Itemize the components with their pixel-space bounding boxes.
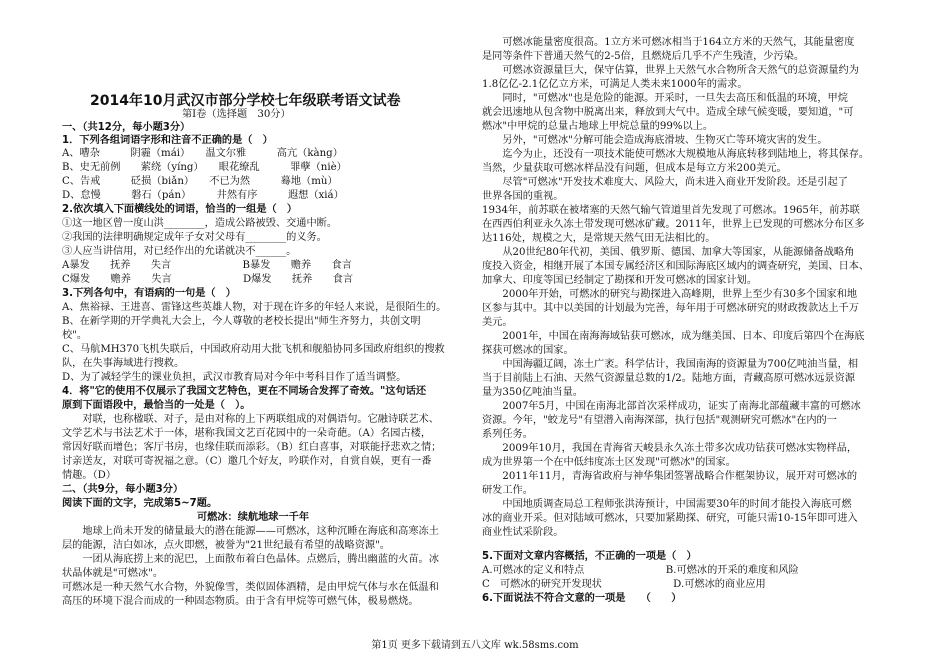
right-text-line: 另外，"可燃冰"分解可能会造成海底滑坡、生物灭亡等环境灾害的发生。 [482,135,828,146]
right-text-line: 2000年开始，可燃冰的研究与勘探进入高峰期，世界上至少有30多个国家和地 [482,289,858,300]
right-text-line: 度投入资金，相继开展了本国专属经济区和国际海底区域内的调查研究，美国、日本、 [482,261,870,272]
right-text-line: 2007年5月，中国在南海北部首次采样成功，证实了南海北部蕴藏丰富的可燃冰 [482,401,861,412]
right-text-line: 美元。 [482,317,513,328]
right-text-line: 中国地质调查局总工程师张洪涛预计，中国需要30年的时间才能投入海底可燃 [482,499,852,510]
right-text-line: 迄今为止，还没有一项技术能使可燃冰大规模地从海底转移到陆地上，将其保存。 [482,149,870,160]
left-text-line: 第Ⅰ卷（选择题 30分） [182,109,291,120]
right-text-line: 在西西伯利亚永久冻土带发现可燃冰矿藏。2011年，世界上已发现的可燃冰分布区多 [482,219,865,230]
left-text-line: 常因好联而增色；客厅书房，也缘佳联而添彩。（B）红白喜事，对联能抒悲欢之情； [62,442,442,453]
right-text-line: 资源。今年，"蛟龙号"有望潜入南海深部，执行包括"观测研究可燃冰"在内的一 [482,415,837,426]
right-text-line: 从20世纪80年代初，美国、俄罗斯、德国、加拿大等国家，从能源储备战略角 [482,247,855,258]
left-text-line: 可燃冰：续航地球一千年 [197,512,310,523]
right-text-line: 燃冰"中甲烷的总量占地球上甲烷总量的99%以上。 [482,121,714,132]
right-text-line: 1934年，前苏联在被堵塞的天然气输气管道里首先发现了可燃冰。1965年，前苏联 [482,205,860,216]
left-text-line: 原到下面语段中，最恰当的一处是（ ）。 [62,400,251,411]
left-text-line: 文学艺术与书法艺术于一体，堪称我国文艺百花园中的一朵奇葩。（A）名园古楼， [62,428,432,439]
page-footer: 第1页 更多下载请到五八文库 wk.58sms.com [371,640,579,651]
left-text-line: 讨亲送友，对联可寄祝福之意。（C）邀几个好友，吟联作对，自赏自娱，更有一番 [62,456,432,467]
right-text-line: 加拿大、印度等国已经制定了勘探和开发可燃冰的国家计划。 [482,275,758,286]
left-text-line: A暴发 抚养 失言 B暴发 赡养 食言 [62,260,352,271]
right-text-line: 是同等条件下普通天然气的2-5倍，且燃烧后几乎不产生残渣，少污染。 [482,51,805,62]
left-text-line: 3.下列各句中，有语病的一句是（ ） [62,288,236,299]
right-text-line: 可燃冰资源量巨大，保守估算，世界上天然气水合物所含天然气的总资源量约为 [482,65,859,76]
right-text-line: 冰的商业开采。但对陆域可燃冰，只要加紧勘探、研究，可能只需10-15年即可进入 [482,513,858,524]
left-text-line: 校"。 [62,330,88,341]
left-text-line: 4．将"它的使用不仅展示了我国文艺特色，更在不同场合发挥了奇效。"这句话还 [62,386,427,397]
left-text-line: 可燃冰是一种天然气水合物，外貌像雪，类似固体酒精，是由甲烷气体与水在低温和 [62,582,439,593]
right-text-line: 区参与其中。其中以美国的计划最为完善，每年用于可燃冰研究的财政拨款达上千万 [482,303,859,314]
left-text-line: ②我国的法律明确规定成年子女对父母有________的义务。 [62,232,327,243]
right-text-line: 成为世界第一个在中低纬度冻土区发现"可燃冰"的国家。 [482,457,736,468]
right-text-line: A.可燃冰的定义和特点 B.可燃冰的开采的难度和风险 [482,565,799,576]
left-text-line: ①这一地区曾一度山洪________，造成公路被毁、交通中断。 [62,218,338,229]
left-text-line: 高压的环境下混合而成的一种固态物质。由于含有甲烷等可燃气体，极易燃烧。 [62,596,419,607]
left-text-line: 一团从海底捞上来的泥巴，上面散布着白色晶体。点燃后，腾出幽蓝的火苗。冰 [62,554,439,565]
left-text-line: D、为了减轻学生的课业负担，武汉市教育局对今年中考科目作了适当调整。 [62,372,407,383]
right-text-line: 5.下面对文章内容概括，不正确的一项是（ ） [482,551,697,562]
left-text-line: 2.依次填入下面横线处的词语，恰当的一组是（ ） [62,204,298,215]
left-text-line: C爆发 赡养 失言 D爆发 抚养 食言 [62,274,354,285]
right-text-line: 2001年，中国在南海海域钻获可燃冰，成为继美国、日本、印度后第四个在海底 [482,331,865,342]
right-text-line: 同时，"可燃冰"也是危险的能源。开采时，一旦失去高压和低温的环境，甲烷 [482,93,848,104]
left-text-line: 对联，也称楹联、对子，是由对称的上下两联组成的对偶语句。它融诗联艺术、 [62,414,439,425]
right-text-line: 量为350亿吨油当量。 [482,387,583,398]
left-text-line: A、焦裕禄、王进喜、雷锋这些英雄人物，对于现在许多的年轻人来说，是很陌生的。 [62,302,447,313]
left-text-line: 层的能源，洁白如冰，点火即燃，被誉为"21世纪最有希望的战略资源"。 [62,540,390,551]
exam-title: 2014年10月武汉市部分学校七年级联考语文试卷 [90,93,401,109]
left-text-line: 二、（共9分，每小题3分） [62,484,184,495]
right-text-line: 尽管"可燃冰"开发技术难度大、风险大，尚未进入商业开发阶段。还是引起了 [482,177,848,188]
right-text-line: 中国海疆辽阔，冻土广袤。科学估计，我国南海的资源量为700亿吨油当量，相 [482,359,859,370]
left-text-line: B、史无前例 萦绕（yíng） 眼花缭乱 罪孽（niè） [62,162,347,173]
left-text-line: C、马航MH370飞机失联后，中国政府动用大批飞机和舰船协同多国政府组织的搜救 [62,344,445,355]
right-text-line: 当于目前陆上石油、天然气资源量总数的1/2。陆地方面，青藏高原可燃冰远景资源 [482,373,855,384]
right-text-line: 2011年11月，青海省政府与神华集团签署战略合作框架协议，展开对可燃冰的 [482,471,858,482]
left-text-line: 一、（共12分，每小题3分） [62,122,191,133]
right-text-line: 世界各国的重视。 [482,191,564,202]
right-text-line: 探获可燃冰的国家。 [482,345,574,356]
left-text-line: B、在新学期的开学典礼大会上，今人尊敬的老校长提出"师生齐努力，共创文明 [62,316,421,327]
right-text-line: 达116处，规模之大，是常规天然气田无法相比的。 [482,233,716,244]
left-text-line: C、告戒 砭损（biǎn） 不已为然 蓦地（mù） [62,176,338,187]
right-text-line: 就会迅速地从包含物中脱离出来，释放到大气中。造成全球气候变暖，要知道，"可 [482,107,854,118]
right-text-line: 可燃冰能量密度很高。1立方米可燃冰相当于164立方米的天然气，其能量密度 [482,37,855,48]
right-text-line: 系列任务。 [482,429,533,440]
right-text-line: C 可燃冰的研究开发现状 D.可燃冰的商业应用 [482,579,766,590]
right-text-line: 1.8亿亿-2.1亿亿立方米，可满足人类未来1000年的需求。 [482,79,748,90]
right-text-line: 当然，少量获取可燃冰样品没有问题，但成本是每立方米200美元。 [482,163,787,174]
right-text-line: 2009年10月，我国在青海省天峻县永久冻土带多次成功钻获可燃冰实物样品， [482,443,858,454]
left-text-line: D、怠慢 磐石（pán） 井然有序 遐想（xiá） [62,190,344,201]
left-text-line: 情趣。（D） [62,470,117,481]
left-text-line: ③人应当讲信用，对已经作出的允诺就决不______。 [62,246,297,257]
left-text-line: A、嘈杂 阴霾（mái） 温文尔雅 高亢（kàng） [62,148,343,159]
left-text-line: 地球上尚未开发的储量最大的潜在能源——可燃冰，这种沉睡在海底和高寒冻土 [62,526,439,537]
right-text-line: 商业性试采阶段。 [482,527,564,538]
right-text-line: 研发工作。 [482,485,533,496]
left-text-line: 1．下列各组词语字形和注音不正确的是（ ） [62,135,273,146]
left-text-line: 阅读下面的文字，完成第5~7题。 [62,498,218,509]
left-text-line: 队，在失事海域进行搜救。 [62,358,185,369]
left-text-line: 状晶体就是"可燃冰"。 [62,568,164,579]
right-text-line: 6.下面说法不符合文意的一项是 （ ） [482,593,682,604]
